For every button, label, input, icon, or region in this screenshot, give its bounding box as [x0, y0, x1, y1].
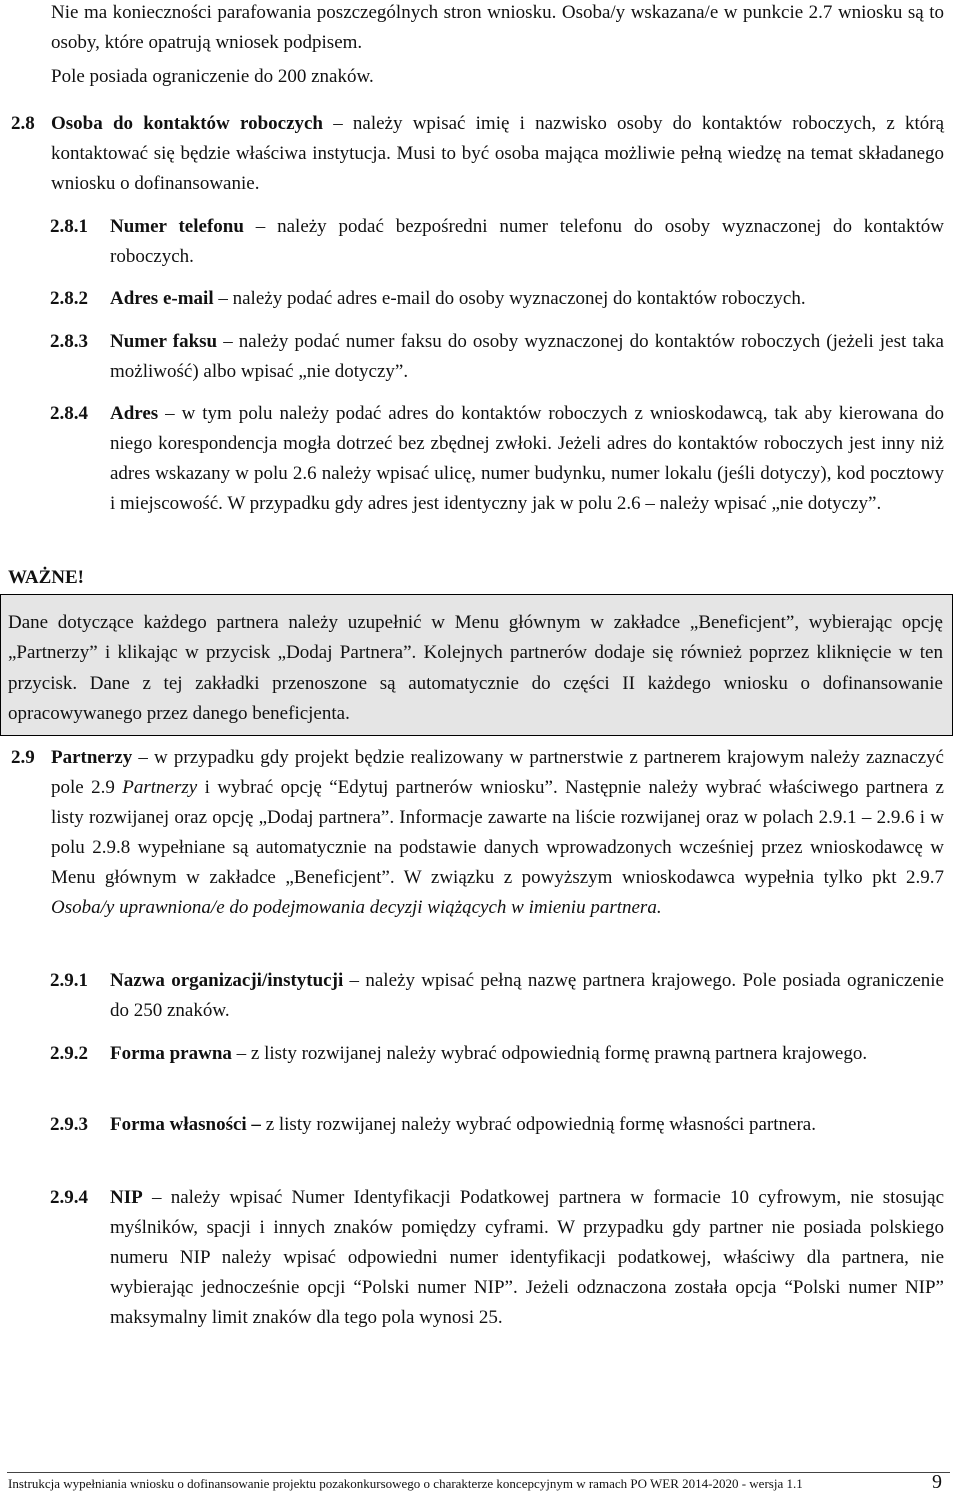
page-number: 9 [932, 1471, 942, 1493]
section-number: 2.8.4 [50, 403, 88, 424]
section-title: Numer faksu [110, 331, 218, 352]
important-callout-text: Dane dotyczące każdego partnera należy uzupełnić w Menu głównym w zakładce „Beneficjent”, wybierając opcję „Partnerzy” i klikając w przycisk „Dodaj Partnera”. Kolejnych partnerów dodaje się również poprzez kliknięcie w ten przycisk. Dane z tej zakładki przenoszone są automatycznie do części II każdego wniosku o dofinansowanie opracowywanego przez danego beneficjenta. [8, 612, 943, 724]
section-2-9-4 [50, 1183, 944, 1333]
section-2-8-2 [50, 284, 950, 314]
paragraph-text: Nie ma konieczności parafowania poszczególnych stron wniosku. Osoba/y wskazana/e w punkcie 2.7 wniosku są to osoby, które opatrują wniosek podpisem. [51, 2, 944, 53]
paragraph-text: Pole posiada ograniczenie do 200 znaków. [51, 66, 374, 87]
section-text: – należy wpisać Numer Identyfikacji Podatkowej partnera w formacie 10 cyfrowym, nie stosując myślników, spacji i innych znaków pomiędzy cyframi. W przypadku gdy partner nie posiada polskiego numeru NIP należy wpisać odpowiedni numer identyfikacji podatkowej, właściwy dla partnera, nie wybierając jednocześnie opcji “Polski numer NIP”. Jeżeli odznaczona została opcja “Polski numer NIP” maksymalny limit znaków dla tego pola wynosi 25. [110, 1187, 944, 1328]
section-title: Nazwa organizacji/instytucji [110, 970, 344, 991]
section-2-8-1 [50, 212, 944, 272]
section-number: 2.8 [11, 113, 35, 134]
section-2-9-1 [50, 966, 944, 1026]
section-2-9 [11, 743, 944, 923]
section-2-9-2 [50, 1039, 944, 1069]
section-text: – należy podać numer faksu do osoby wyznaczonej do kontaktów roboczych (jeżeli jest taka możliwość) albo wpisać „nie dotyczy”. [110, 331, 944, 382]
section-title: Osoba do kontaktów roboczych [51, 113, 324, 134]
section-title: Forma własności – [110, 1114, 261, 1135]
section-text: z listy rozwijanej należy wybrać odpowiednią formę własności partnera. [260, 1114, 816, 1135]
section-title: Partnerzy [51, 747, 133, 768]
section-number: 2.8.3 [50, 331, 88, 352]
section-number: 2.9.4 [50, 1187, 88, 1208]
section-2-8-3 [50, 327, 944, 387]
paragraph-char-limit [51, 62, 944, 92]
section-title: Numer telefonu [110, 216, 244, 237]
section-title: Forma prawna [110, 1043, 232, 1064]
section-text: – należy wpisać pełną nazwę partnera krajowego. Pole posiada ograniczenie do 250 znaków. [110, 970, 944, 1021]
section-text: – należy podać adres e-mail do osoby wyznaczonej do kontaktów roboczych. [213, 288, 806, 309]
footer-rule [7, 1472, 950, 1473]
section-2-9-3 [50, 1110, 944, 1140]
section-text: – należy podać bezpośredni numer telefonu do osoby wyznaczonej do kontaktów roboczych. [110, 216, 944, 267]
section-title: Adres e-mail [110, 288, 214, 309]
section-number: 2.8.1 [50, 216, 88, 237]
important-heading: WAŻNE! [8, 567, 85, 588]
section-text: i wybrać opcję “Edytuj partnerów wniosku”. Następnie należy wybrać właściwego partnera z listy rozwijanej oraz opcję „Dodaj partnera”. Informacje zawarte na liście rozwijanej oraz w polach 2.9.1 – 2.9.6 i w polu 2.9.8 wypełniane są automatycznie na podstawie danych wprowadzonych wcześniej przez wnioskodawcę w Menu głównym w zakładce „Beneficjent”. W związku z powyższym wnioskodawca wypełnia tylko pkt 2.9.7 [51, 777, 944, 888]
section-text: – należy wpisać imię i nazwisko osoby do kontaktów roboczych, z którą kontaktować się będzie właściwa instytucja. Musi to być osoba mająca możliwie pełną wiedzę na temat składanego wniosku o dofinansowanie. [51, 113, 945, 194]
footer-text: Instrukcja wypełniania wniosku o dofinansowanie projektu pozakonkursowego o charakterze koncepcyjnym w ramach PO WER 2014-2020 - wersja 1.1 [8, 1476, 803, 1491]
section-italic: Osoba/y uprawniona/e do podejmowania decyzji wiążących w imieniu partnera. [51, 897, 662, 918]
section-2-8-4 [50, 399, 944, 519]
section-2-8 [11, 109, 945, 199]
section-italic: Partnerzy [122, 777, 198, 798]
section-title: NIP [110, 1187, 143, 1208]
section-number: 2.9.1 [50, 970, 88, 991]
section-number: 2.8.2 [50, 288, 88, 309]
section-text: – z listy rozwijanej należy wybrać odpowiednią formę prawną partnera krajowego. [231, 1043, 868, 1064]
section-title: Adres [110, 403, 159, 424]
section-number: 2.9.3 [50, 1114, 88, 1135]
section-number: 2.9 [11, 747, 35, 768]
paragraph-signature-note [51, 0, 944, 58]
section-number: 2.9.2 [50, 1043, 88, 1064]
section-text: – w przypadku gdy projekt będzie realizowany w partnerstwie z partnerem krajowym należy zaznaczyć pole 2.9 [51, 747, 944, 798]
section-text: – w tym polu należy podać adres do kontaktów roboczych z wnioskodawcą, tak aby kierowana do niego korespondencja mogła dotrzeć bez zbędnej zwłoki. Jeżeli adres do kontaktów roboczych jest inny niż adres wskazany w polu 2.6 należy wpisać ulicę, numer budynku, numer lokalu (jeśli dotyczy), kod pocztowy i miejscowość. W przypadku gdy adres jest identyczny jak w polu 2.6 – należy wpisać „nie dotyczy”. [110, 403, 944, 514]
